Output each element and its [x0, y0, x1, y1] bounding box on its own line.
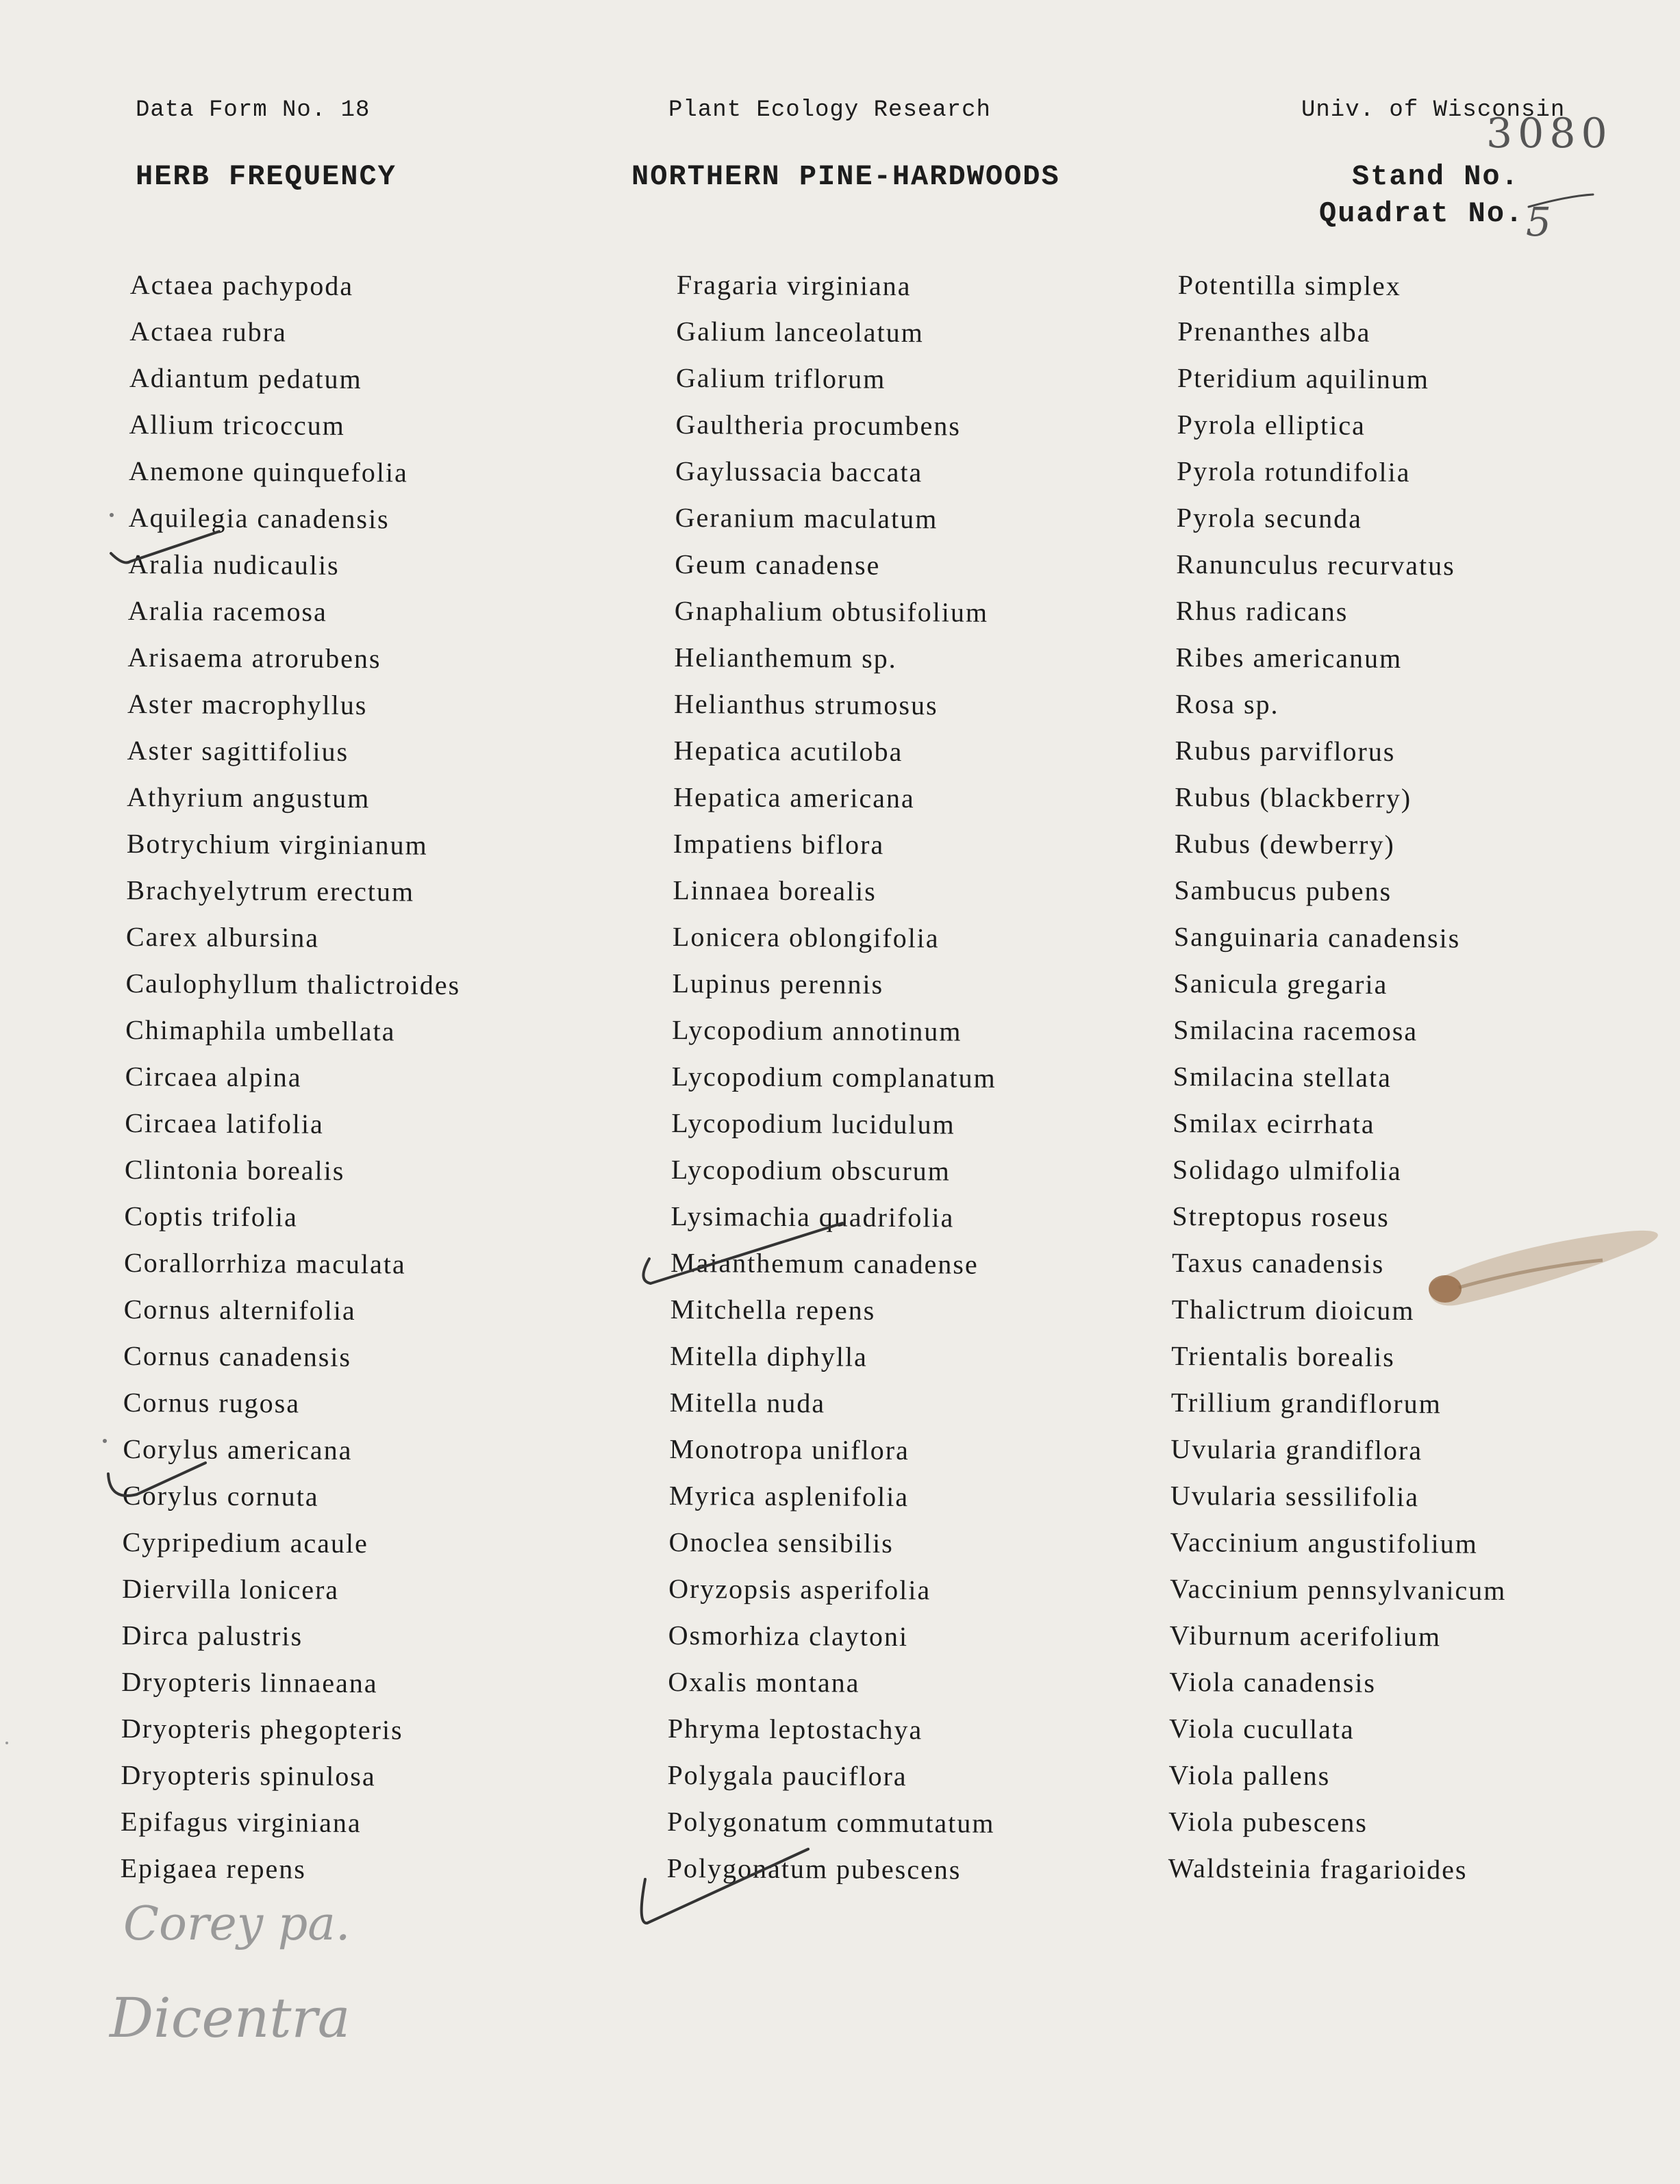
species-item: Lycopodium lucidulum [671, 1107, 955, 1140]
species-item: Corallorrhiza maculata [123, 1246, 406, 1280]
species-item: Gaultheria procumbens [675, 408, 962, 442]
university-name: Univ. of Wisconsin [1301, 97, 1566, 123]
stain-mark [1429, 1275, 1462, 1303]
species-item: Pyrola secunda [1176, 501, 1363, 534]
check-mark [108, 1463, 205, 1496]
research-title: Plant Ecology Research [668, 97, 991, 123]
species-item: Arisaema atrorubens [127, 641, 381, 675]
species-item: Dryopteris linnaeana [121, 1666, 378, 1699]
species-item: Chimaphila umbellata [125, 1014, 396, 1047]
species-item: Hepatica americana [673, 781, 915, 814]
species-item: Taxus canadensis [1171, 1246, 1385, 1279]
species-item: Pteridium aquilinum [1177, 362, 1430, 395]
species-item: Aquilegia canadensis [128, 501, 390, 535]
species-item: Circaea latifolia [125, 1107, 324, 1140]
species-item: Botrychium virginianum [126, 827, 428, 861]
species-item: Sanicula gregaria [1173, 967, 1388, 1000]
quadrat-number-value: 5 [1526, 199, 1551, 245]
species-item: Geranium maculatum [675, 501, 938, 535]
species-item: Linnaea borealis [673, 874, 877, 907]
species-item: Uvularia sessilifolia [1170, 1479, 1420, 1513]
species-item: Cypripedium acaule [122, 1526, 368, 1559]
species-item: Aralia racemosa [127, 594, 327, 627]
species-item: Lysimachia quadrifolia [670, 1200, 955, 1233]
species-item: Lonicera oblongifolia [672, 920, 940, 954]
species-item: Fragaria virginiana [676, 268, 912, 302]
species-item: Dryopteris spinulosa [121, 1759, 376, 1792]
species-item: Rubus parviflorus [1175, 734, 1396, 767]
species-item: Galium triflorum [675, 362, 886, 394]
species-item: Corylus cornuta [122, 1479, 319, 1512]
species-item: Cornus rugosa [123, 1386, 301, 1419]
species-item: Vaccinium pennsylvanicum [1170, 1572, 1507, 1606]
species-item: Lycopodium annotinum [672, 1014, 962, 1047]
species-item: Adiantum pedatum [129, 362, 362, 395]
species-item: Mitella nuda [669, 1386, 826, 1419]
species-item: Sanguinaria canadensis [1173, 920, 1461, 954]
species-item: Viola canadensis [1169, 1666, 1377, 1698]
species-item: Potentilla simplex [1177, 268, 1401, 301]
stand-number-value: 3080 [1486, 110, 1613, 158]
species-item: Osmorhiza claytoni [668, 1619, 909, 1653]
species-item: Thalictrum dioicum [1171, 1293, 1415, 1327]
species-item: Helianthemum sp. [674, 641, 897, 674]
species-item: Cornus canadensis [123, 1340, 352, 1373]
species-item: Streptopus roseus [1172, 1200, 1390, 1233]
species-item: Uvularia grandiflora [1170, 1433, 1423, 1466]
species-item: Anemone quinquefolia [128, 455, 408, 488]
species-item: Smilax ecirrhata [1173, 1107, 1375, 1140]
species-item: Trientalis borealis [1171, 1340, 1395, 1372]
species-item: Viola pubescens [1168, 1805, 1368, 1838]
species-item: Oxalis montana [668, 1666, 860, 1698]
species-item: Mitchella repens [670, 1293, 876, 1326]
species-item: Epifagus virginiana [120, 1805, 362, 1839]
species-item: Viburnum acerifolium [1169, 1619, 1442, 1653]
species-item: Smilacina stellata [1173, 1060, 1392, 1093]
pencil-dot [5, 1742, 8, 1744]
species-item: Ribes americanum [1175, 641, 1403, 675]
form-number: Data Form No. 18 [136, 97, 371, 123]
species-item: Aster macrophyllus [127, 688, 368, 721]
species-item: Smilacina racemosa [1173, 1014, 1418, 1047]
species-item: Lycopodium complanatum [671, 1060, 996, 1094]
species-item: Polygonatum pubescens [666, 1852, 962, 1885]
stand-label: Stand No. [1352, 160, 1520, 193]
form-title: HERB FREQUENCY [136, 160, 397, 193]
handwritten-note: Corey pa. [123, 1897, 351, 1951]
species-item: Monotropa uniflora [669, 1433, 910, 1466]
species-item: Onoclea sensibilis [668, 1526, 894, 1559]
species-item: Gnaphalium obtusifolium [674, 594, 989, 628]
handwritten-note: Dicentra [110, 1986, 351, 2050]
species-item: Diervilla lonicera [122, 1572, 340, 1605]
species-item: Phryma leptostachya [667, 1712, 923, 1746]
species-item: Myrica asplenifolia [668, 1479, 910, 1513]
quadrat-label: Quadrat No. [1319, 197, 1525, 230]
species-item: Carex albursina [125, 920, 320, 953]
species-item: Impatiens biflora [673, 827, 885, 860]
species-item: Aralia nudicaulis [128, 548, 340, 581]
species-item: Gaylussacia baccata [675, 455, 923, 488]
species-item: Clintonia borealis [124, 1153, 345, 1186]
community-title: NORTHERN PINE-HARDWOODS [631, 160, 1060, 193]
species-item: Dryopteris phegopteris [121, 1712, 403, 1746]
species-item: Lycopodium obscurum [670, 1153, 951, 1187]
species-item: Rubus (blackberry) [1175, 781, 1412, 814]
species-item: Waldsteinia fragarioides [1168, 1852, 1468, 1885]
check-mark [1529, 194, 1593, 207]
species-item: Epigaea repens [120, 1852, 307, 1885]
check-mark [643, 1223, 842, 1283]
species-item: Polygonatum commutatum [666, 1805, 995, 1839]
species-item: Athyrium angustum [127, 781, 371, 814]
species-item: Geum canadense [675, 548, 881, 581]
species-item: Ranunculus recurvatus [1176, 548, 1455, 581]
species-item: Rhus radicans [1175, 594, 1349, 627]
species-item: Maianthemum canadense [670, 1246, 979, 1280]
pencil-dot [110, 513, 114, 517]
species-item: Actaea rubra [129, 315, 287, 348]
species-item: Circaea alpina [125, 1060, 302, 1093]
pencil-dot [103, 1439, 107, 1443]
check-mark [642, 1849, 808, 1923]
species-item: Viola cucullata [1168, 1712, 1355, 1745]
species-item: Cornus alternifolia [123, 1293, 356, 1327]
species-item: Solidago ulmifolia [1172, 1153, 1402, 1187]
species-item: Polygala pauciflora [667, 1759, 907, 1792]
species-item: Galium lanceolatum [676, 315, 924, 349]
species-item: Rosa sp. [1175, 688, 1279, 720]
species-item: Trillium grandiflorum [1170, 1386, 1442, 1420]
species-item: Pyrola elliptica [1177, 408, 1366, 441]
species-item: Rubus (dewberry) [1174, 827, 1395, 860]
species-item: Oryzopsis asperifolia [668, 1572, 931, 1606]
check-mark [111, 531, 219, 563]
species-item: Aster sagittifolius [127, 734, 349, 767]
species-item: Hepatica acutiloba [673, 734, 903, 768]
species-item: Prenanthes alba [1177, 315, 1371, 348]
species-item: Caulophyllum thalictroides [125, 967, 461, 1001]
species-item: Viola pallens [1168, 1759, 1331, 1792]
species-item: Coptis trifolia [124, 1200, 298, 1233]
species-item: Vaccinium angustifolium [1170, 1526, 1478, 1559]
species-item: Sambucus pubens [1174, 874, 1392, 907]
species-item: Allium tricoccum [129, 408, 345, 441]
species-item: Brachyelytrum erectum [126, 874, 415, 907]
species-item: Pyrola rotundifolia [1176, 455, 1411, 488]
species-item: Helianthus strumosus [673, 688, 938, 721]
species-item: Lupinus perennis [672, 967, 884, 1000]
species-item: Mitella diphylla [670, 1340, 868, 1372]
species-item: Dirca palustris [121, 1619, 303, 1652]
species-item: Corylus americana [123, 1433, 353, 1466]
species-item: Actaea pachypoda [129, 268, 354, 301]
